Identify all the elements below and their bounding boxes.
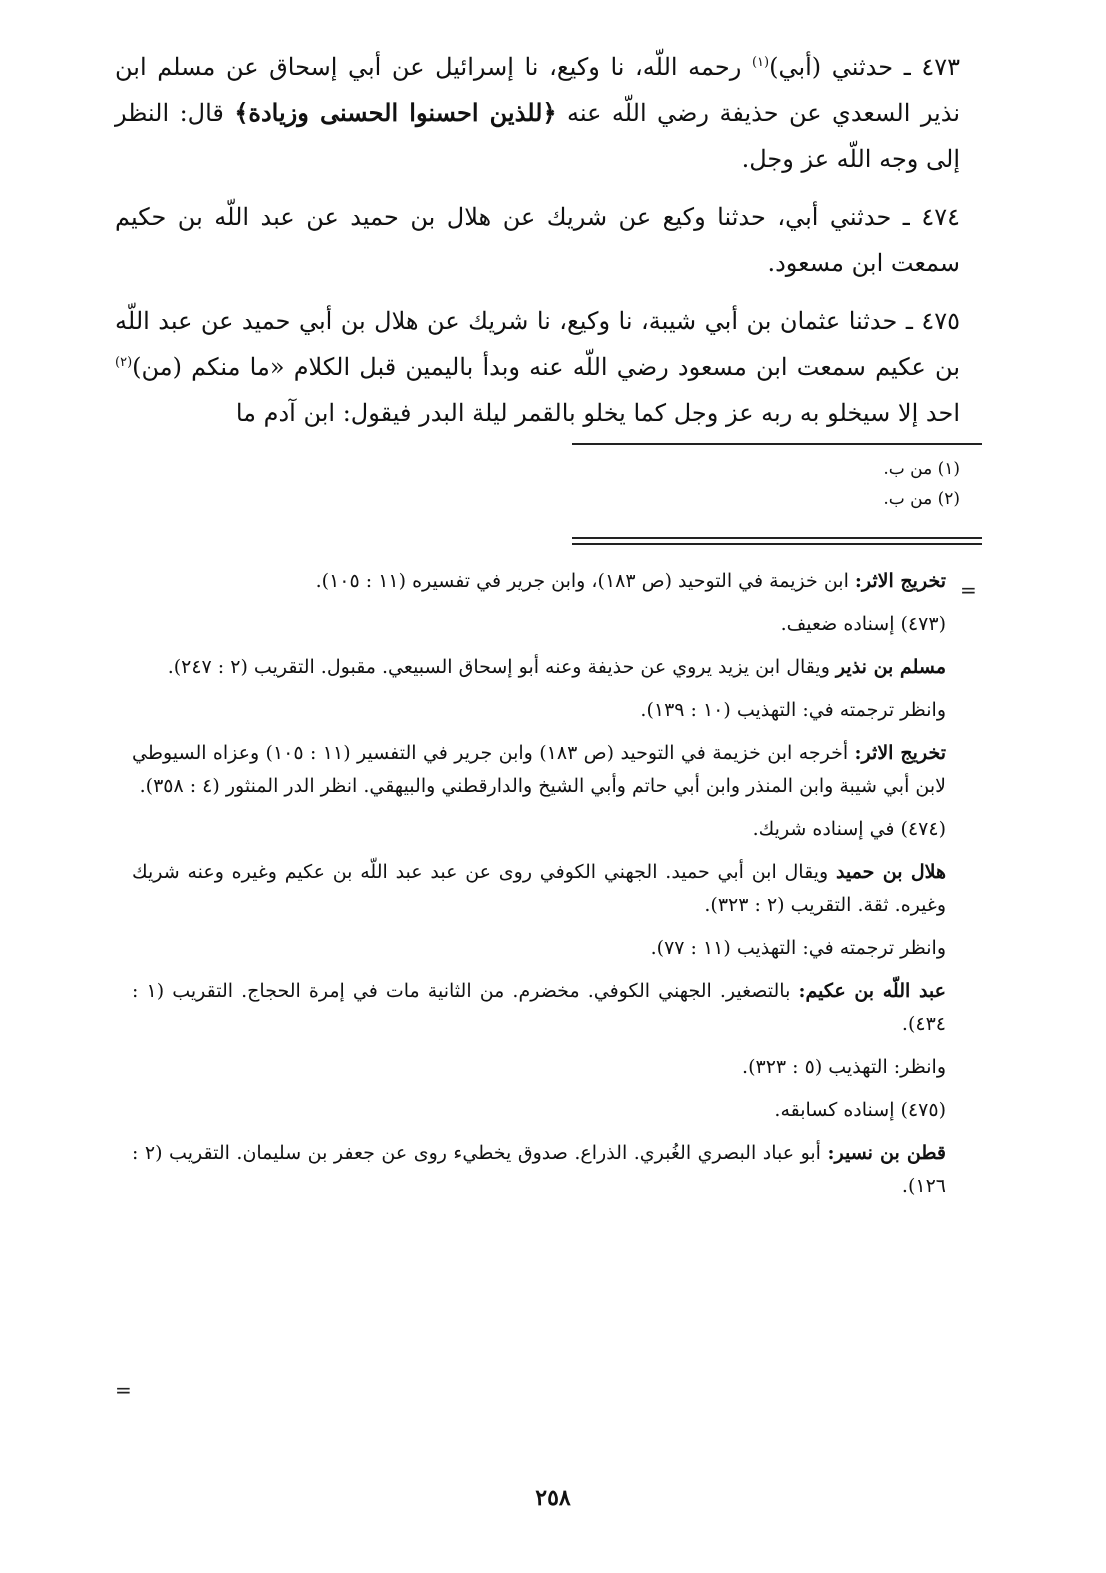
isnad-note-474: (٤٧٤) في إسناده شريك. — [752, 818, 946, 840]
hadith-475 — [115, 298, 960, 436]
narrator-name: عبد اللّه بن عكيم: — [798, 980, 946, 1002]
narrator-name: هلال بن حميد — [835, 861, 946, 883]
hadith-474: ٤٧٤ ـ حدثني أبي، حدثنا وكيع عن شريك عن هلال بن حميد عن عبد اللّه بن حكيم سمعت ابن مسعود. — [115, 203, 960, 277]
narrator-name: قطن بن نسير: — [827, 1142, 946, 1164]
hadith-475-text: ٤٧٥ ـ حدثنا عثمان بن أبي شيبة، نا وكيع، نا شريك عن هلال بن أبي حميد عن عبد اللّه بن عكيم سمعت ابن مسعود رضي اللّه عنه وبدأ باليمين قبل الكلام «ما منكم (من) — [115, 307, 960, 381]
footnote-ref-1: (١) — [751, 55, 770, 70]
narrator-abdullah-bin-ukaym — [132, 975, 972, 1041]
footnote-ref-2: (٢) — [115, 355, 133, 370]
takhrij-label: تخريج الاثر: — [854, 570, 946, 592]
hadith-473-matn: قال: النظر إلى وجه اللّه عز وجل. — [115, 99, 960, 173]
narrator-bio: ويقال ابن أبي حميد. الجهني الكوفي روى عن عبد عبد اللّه بن عكيم وغيره وعنه شريك وغيره. ثقة. التقريب (٢ : ٣٢٣). — [132, 861, 946, 916]
narrator-name: مسلم بن نذير — [835, 656, 946, 678]
quran-verse: ﴿للذين احسنوا الحسنى وزيادة﴾ — [234, 98, 557, 127]
isnad-note-473: (٤٧٣) إسناده ضعيف. — [780, 613, 946, 635]
commentary-divider — [572, 537, 982, 545]
takhrij-label: تخريج الاثر: — [854, 742, 946, 764]
footnotes — [560, 454, 960, 514]
hadith-473-isnad: رحمه اللّه، نا وكيع، نا إسرائيل عن أبي إسحاق عن مسلم ابن نذير السعدي عن حذيفة رضي اللّه عنه — [115, 53, 961, 127]
tahdhib-ref-1: وانظر ترجمته في: التهذيب (١٠ : ١٣٩). — [640, 699, 946, 721]
tahdhib-ref-3: وانظر: التهذيب (٥ : ٣٢٣). — [742, 1056, 946, 1078]
footnote-divider — [572, 443, 982, 445]
continuation-marker-bottom: = — [115, 1378, 132, 1402]
narrator-hilal-bin-humayd — [132, 856, 972, 922]
continuation-marker-top: = — [960, 578, 977, 602]
hadith-473-intro: ٤٧٣ ـ حدثني (أبي) — [769, 53, 961, 81]
takhrij-text: أخرجه ابن خزيمة في التوحيد (ص ١٨٣) وابن جرير في التفسير (١١ : ١٠٥) وعزاه السيوطي لابن أبي شيبة وابن المنذر وابن أبي حاتم وأبي الشيخ والدارقطني والبيهقي. انظر الدر المنثور (٤ : ٣٥٨). — [132, 742, 946, 797]
takhrij-474 — [132, 737, 972, 803]
narrator-bio: أبو عباد البصري الغُبري. الذراع. صدوق يخطيء روى عن جعفر بن سليمان. التقريب (٢ : ١٢٦). — [132, 1142, 946, 1197]
hadith-475-continuation: احد إلا سيخلو به ربه عز وجل كما يخلو بالقمر ليلة البدر فيقول: ابن آدم ما — [235, 399, 960, 427]
narrator-bio: بالتصغير. الجهني الكوفي. مخضرم. من الثانية مات في إمرة الحجاج. التقريب (١ : ٤٣٤). — [132, 980, 946, 1035]
commentary — [132, 565, 972, 1213]
takhrij-473 — [132, 565, 972, 598]
narrator-bio: ويقال ابن يزيد يروي عن حذيفة وعنه أبو إسحاق السبيعي. مقبول. التقريب (٢ : ٢٤٧). — [167, 656, 836, 678]
footnote-2: (٢) من ب. — [883, 489, 960, 509]
isnad-note-475: (٤٧٥) إسناده كسابقه. — [774, 1099, 946, 1121]
tahdhib-ref-2: وانظر ترجمته في: التهذيب (١١ : ٧٧). — [650, 937, 946, 959]
narrator-qatan-bin-nusayr — [132, 1137, 972, 1203]
hadith-text — [115, 44, 960, 448]
hadith-473 — [115, 44, 960, 182]
footnote-1: (١) من ب. — [883, 459, 960, 479]
takhrij-text: ابن خزيمة في التوحيد (ص ١٨٣)، وابن جرير في تفسيره (١١ : ١٠٥). — [315, 570, 855, 592]
page-number: ٢٥٨ — [535, 1485, 571, 1511]
narrator-muslim-bin-nadhir — [132, 651, 972, 684]
